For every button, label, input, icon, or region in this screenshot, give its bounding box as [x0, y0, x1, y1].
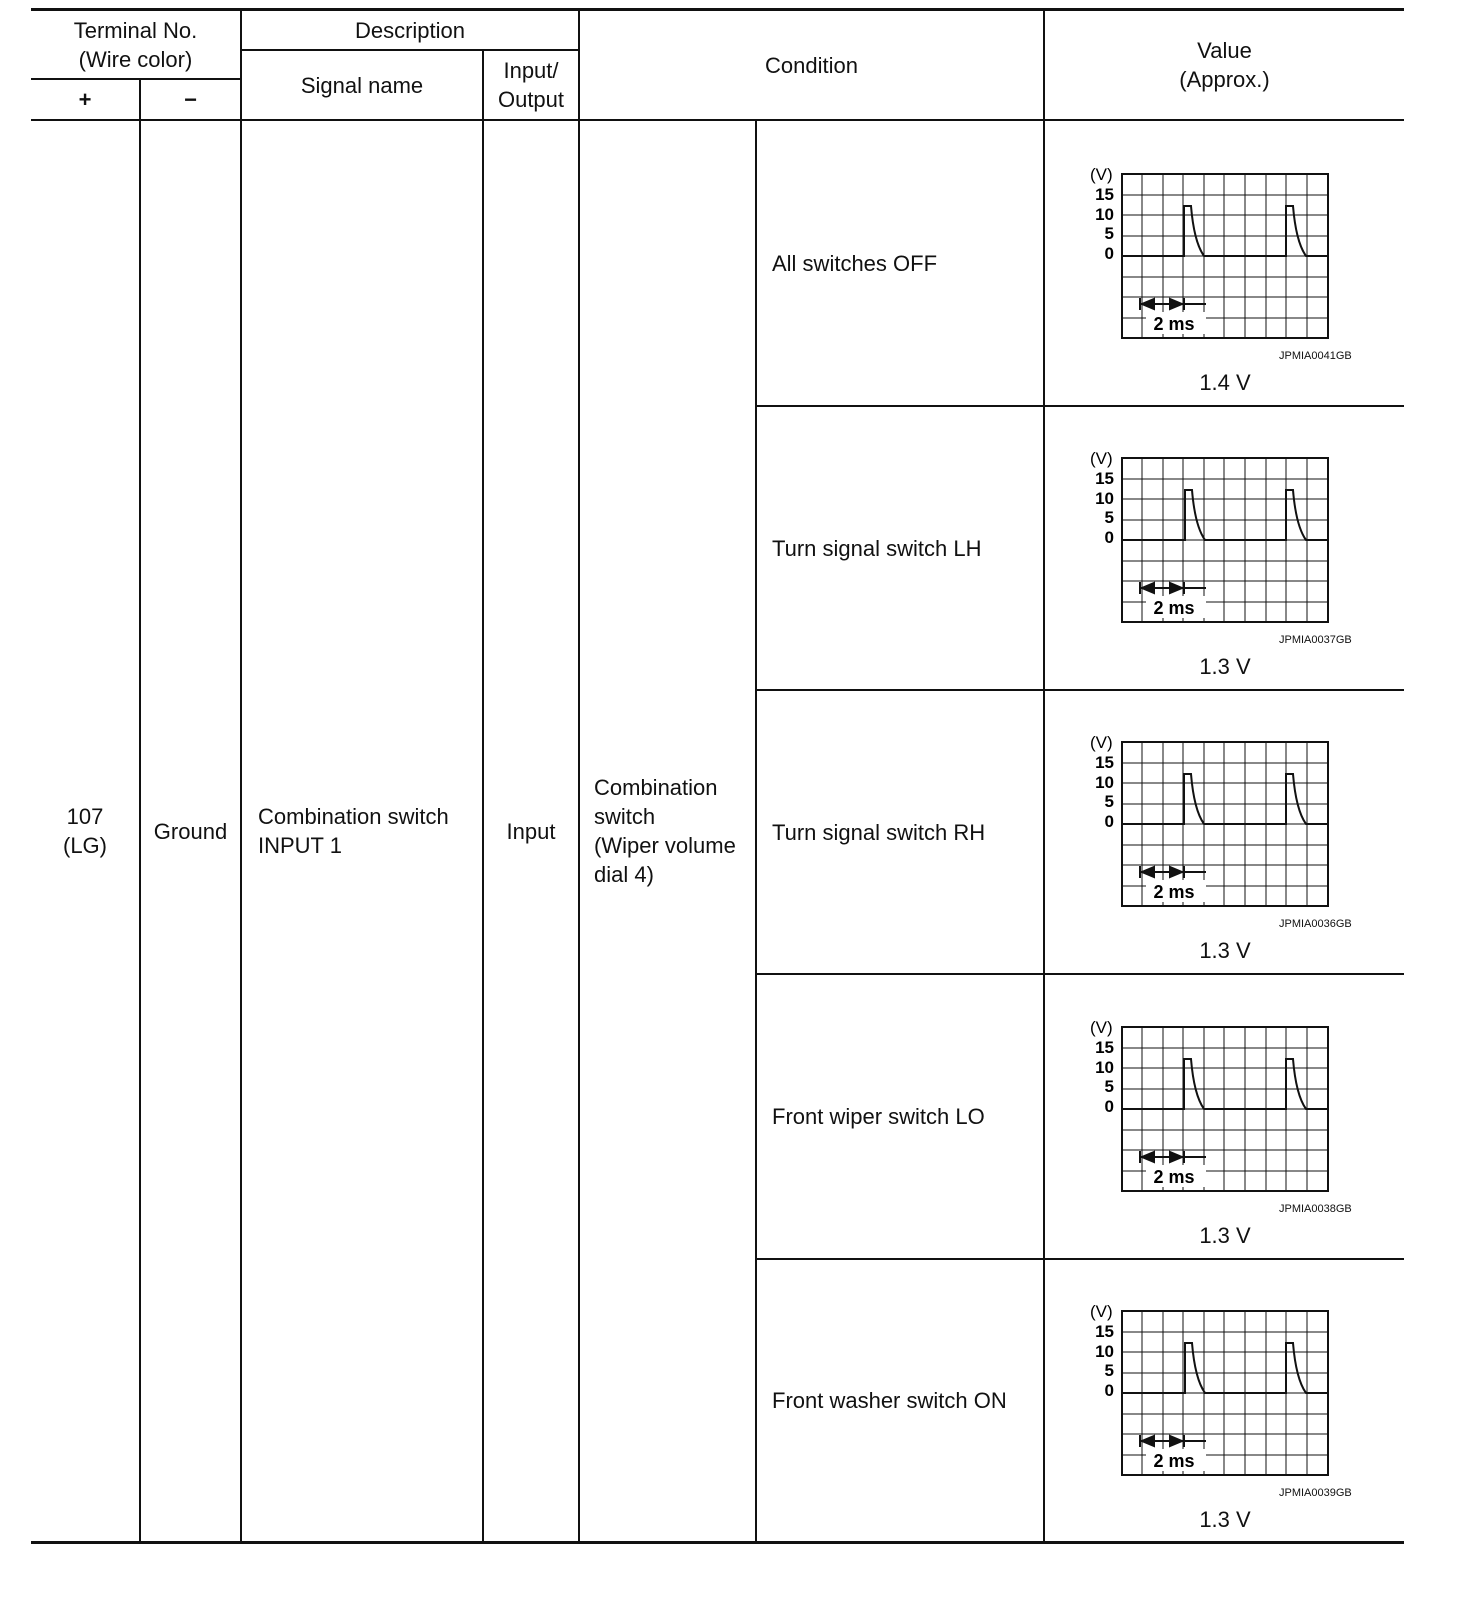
header-value: Value (Approx.): [1179, 38, 1270, 92]
waveform-time-scale: 2 ms: [1153, 1167, 1195, 1187]
figure-id: JPMIA0036GB: [1279, 918, 1352, 930]
waveform-tick-5: 5: [1104, 1361, 1114, 1380]
approx-value: 1.3 V: [1199, 1507, 1251, 1532]
approx-value: 1.3 V: [1199, 938, 1251, 963]
waveform-tick-0: 0: [1104, 812, 1114, 831]
waveform-tick-15: 15: [1095, 1322, 1114, 1341]
waveform-chart: [1088, 1299, 1338, 1479]
waveform-tick-15: 15: [1095, 185, 1114, 204]
approx-value: 1.3 V: [1199, 1223, 1251, 1248]
waveform-tick-15: 15: [1095, 753, 1114, 772]
waveform-tick-15: 15: [1095, 1038, 1114, 1057]
waveform-tick-0: 0: [1104, 1097, 1114, 1116]
waveform-unit-label: (V): [1090, 1018, 1113, 1037]
waveform-chart: [1088, 1015, 1338, 1195]
figure-id: JPMIA0038GB: [1279, 1203, 1352, 1215]
terminal-plus-value: 107 (LG): [63, 804, 107, 858]
waveform-tick-0: 0: [1104, 244, 1114, 263]
waveform-unit-label: (V): [1090, 733, 1113, 752]
header-minus: −: [184, 87, 197, 112]
approx-value: 1.3 V: [1199, 654, 1251, 679]
waveform-tick-0: 0: [1104, 1381, 1114, 1400]
waveform-tick-5: 5: [1104, 792, 1114, 811]
figure-id: JPMIA0037GB: [1279, 634, 1352, 646]
waveform-tick-15: 15: [1095, 469, 1114, 488]
approx-value: 1.4 V: [1199, 370, 1251, 395]
header-signal-name: Signal name: [300, 72, 424, 98]
waveform-time-scale: 2 ms: [1153, 598, 1195, 618]
figure-id: JPMIA0041GB: [1279, 350, 1352, 362]
terminal-minus-value: Ground: [153, 818, 228, 844]
figure-id: JPMIA0039GB: [1279, 1487, 1352, 1499]
header-plus: +: [78, 87, 92, 112]
waveform-chart: [1088, 162, 1338, 342]
waveform-tick-0: 0: [1104, 528, 1114, 547]
sub-condition: Turn signal switch LH: [772, 535, 982, 561]
waveform-unit-label: (V): [1090, 165, 1113, 184]
waveform-tick-10: 10: [1095, 489, 1114, 508]
sub-condition: Front wiper switch LO: [772, 1104, 985, 1129]
table-bottom-border: [31, 1541, 1404, 1544]
col-line-value: [1043, 10, 1045, 1542]
header-description: Description: [354, 17, 466, 43]
waveform-unit-label: (V): [1090, 1302, 1113, 1321]
waveform-tick-5: 5: [1104, 1077, 1114, 1096]
waveform-time-scale: 2 ms: [1153, 1451, 1195, 1471]
waveform-tick-10: 10: [1095, 205, 1114, 224]
sub-condition: All switches OFF: [772, 250, 938, 276]
waveform-time-scale: 2 ms: [1153, 882, 1195, 902]
header-terminal-no: Terminal No. (Wire color): [73, 17, 198, 72]
waveform-unit-label: (V): [1090, 449, 1113, 468]
sub-condition: Turn signal switch RH: [772, 819, 986, 845]
condition-main: Combination switch (Wiper volume dial 4): [594, 775, 736, 887]
waveform-tick-5: 5: [1104, 224, 1114, 243]
waveform-tick-10: 10: [1095, 1342, 1114, 1361]
waveform-chart: [1088, 446, 1338, 626]
signal-name-value: Combination switch INPUT 1: [258, 804, 449, 858]
sub-condition: Front washer switch ON: [772, 1388, 1007, 1413]
input-output-value: Input: [506, 818, 556, 844]
waveform-tick-5: 5: [1104, 508, 1114, 527]
waveform-chart: [1088, 730, 1338, 910]
waveform-tick-10: 10: [1095, 1058, 1114, 1077]
waveform-tick-10: 10: [1095, 773, 1114, 792]
waveform-time-scale: 2 ms: [1153, 314, 1195, 334]
header-condition: Condition: [765, 52, 858, 78]
header-input-output: Input/ Output: [497, 58, 565, 112]
